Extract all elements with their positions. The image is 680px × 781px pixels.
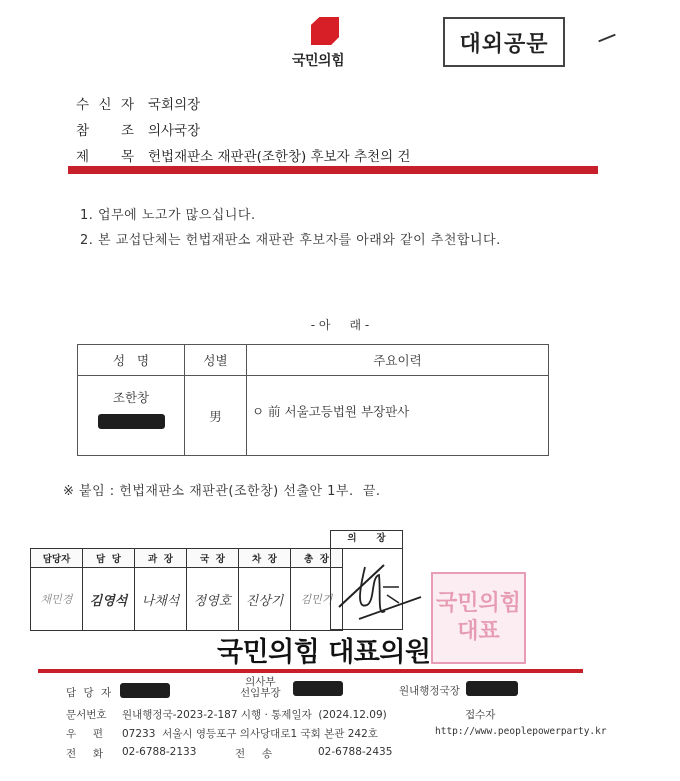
chair-header: 의 장 <box>330 530 403 548</box>
footer-divider <box>38 669 583 673</box>
director-label: 원내행정국장 <box>399 685 460 697</box>
party-logo-icon <box>311 17 339 45</box>
approval-header: 총 장 <box>291 549 343 568</box>
chair-signature-box <box>330 548 403 630</box>
col-gender: 성별 <box>185 345 247 376</box>
recipient-row <box>76 93 200 113</box>
approval-signature-row <box>31 568 343 631</box>
deputy-label: 의사부 선임부장 <box>240 676 281 699</box>
body-line-1: 1. 업무에 노고가 많으십니다. <box>80 208 256 223</box>
approval-header: 담 당 <box>83 549 135 568</box>
signature: 김영석 <box>83 568 135 631</box>
subject-value: 헌법재판소 재판관(조한창) 후보자 추천의 건 <box>148 149 411 165</box>
recipient-label: 수 신 자 <box>76 97 134 113</box>
attachment-note: ※ 붙임 : 헌법재판소 재판관(조한창) 선출안 1부. 끝. <box>63 484 381 499</box>
redacted-block <box>293 681 343 696</box>
post-label: 우 편 <box>66 728 103 740</box>
body-line-2: 2. 본 교섭단체는 헌법재판소 재판관 후보자를 아래와 같이 추천합니다. <box>80 233 501 248</box>
approval-header: 국 장 <box>187 549 239 568</box>
approval-header-row <box>31 549 343 568</box>
signature: 정영호 <box>187 568 239 631</box>
pen-mark-icon <box>598 34 615 43</box>
header-divider <box>68 166 598 174</box>
reference-label: 참 조 <box>76 123 134 139</box>
redacted-block <box>466 681 518 696</box>
candidate-table <box>77 344 549 456</box>
table-header-row <box>78 345 549 376</box>
subject-label: 제 목 <box>76 149 134 165</box>
signature: 채민경 <box>31 568 83 631</box>
tel-value: 02-6788-2133 <box>122 746 197 758</box>
signature: 진상기 <box>239 568 291 631</box>
doc-type-stamp: 대외공문 <box>443 17 565 67</box>
fax-label: 전 송 <box>235 748 272 760</box>
candidate-name: 조한창 <box>112 390 150 405</box>
table-row <box>78 376 549 456</box>
post-value: 07233 서울시 영등포구 의사당대로1 국회 본관 242호 <box>122 728 378 740</box>
tel-label: 전 화 <box>66 748 103 760</box>
receiver-label: 접수자 <box>465 709 496 721</box>
approval-header: 과 장 <box>135 549 187 568</box>
gender-cell: 男 <box>185 376 247 456</box>
party-logo-text: 국민의힘 <box>292 53 345 69</box>
staff-label: 담 당 자 <box>66 687 114 699</box>
chair-signature-icon <box>329 547 439 637</box>
reference-row <box>76 119 200 139</box>
approval-table <box>30 548 343 631</box>
subject-row <box>76 145 410 165</box>
recipient-value: 국회의장 <box>148 97 201 113</box>
website-link[interactable]: http://www.peoplepowerparty.kr <box>435 726 607 737</box>
name-cell <box>78 376 185 456</box>
doc-no-label: 문서번호 <box>66 709 107 721</box>
col-name: 성 명 <box>78 345 185 376</box>
doc-no-value: 원내행정국-2023-2-187 시행 · 통제일자 (2024.12.09) <box>122 709 387 721</box>
approval-header: 차 장 <box>239 549 291 568</box>
fax-value: 02-6788-2435 <box>318 746 393 758</box>
career-cell: ㅇ 前 서울고등법원 부장판사 <box>247 376 549 456</box>
reference-value: 의사국장 <box>148 123 201 139</box>
approval-header: 담당자 <box>31 549 83 568</box>
official-seal: 국민의힘대표 <box>431 572 526 664</box>
signature: 나채석 <box>135 568 187 631</box>
redacted-block <box>98 414 165 429</box>
sub-heading: - 아 래 - <box>310 318 370 332</box>
col-career: 주요이력 <box>247 345 549 376</box>
redacted-block <box>120 683 170 698</box>
signature: 김민기 <box>291 568 343 631</box>
representative-title: 국민의힘 대표의원 <box>217 637 431 668</box>
